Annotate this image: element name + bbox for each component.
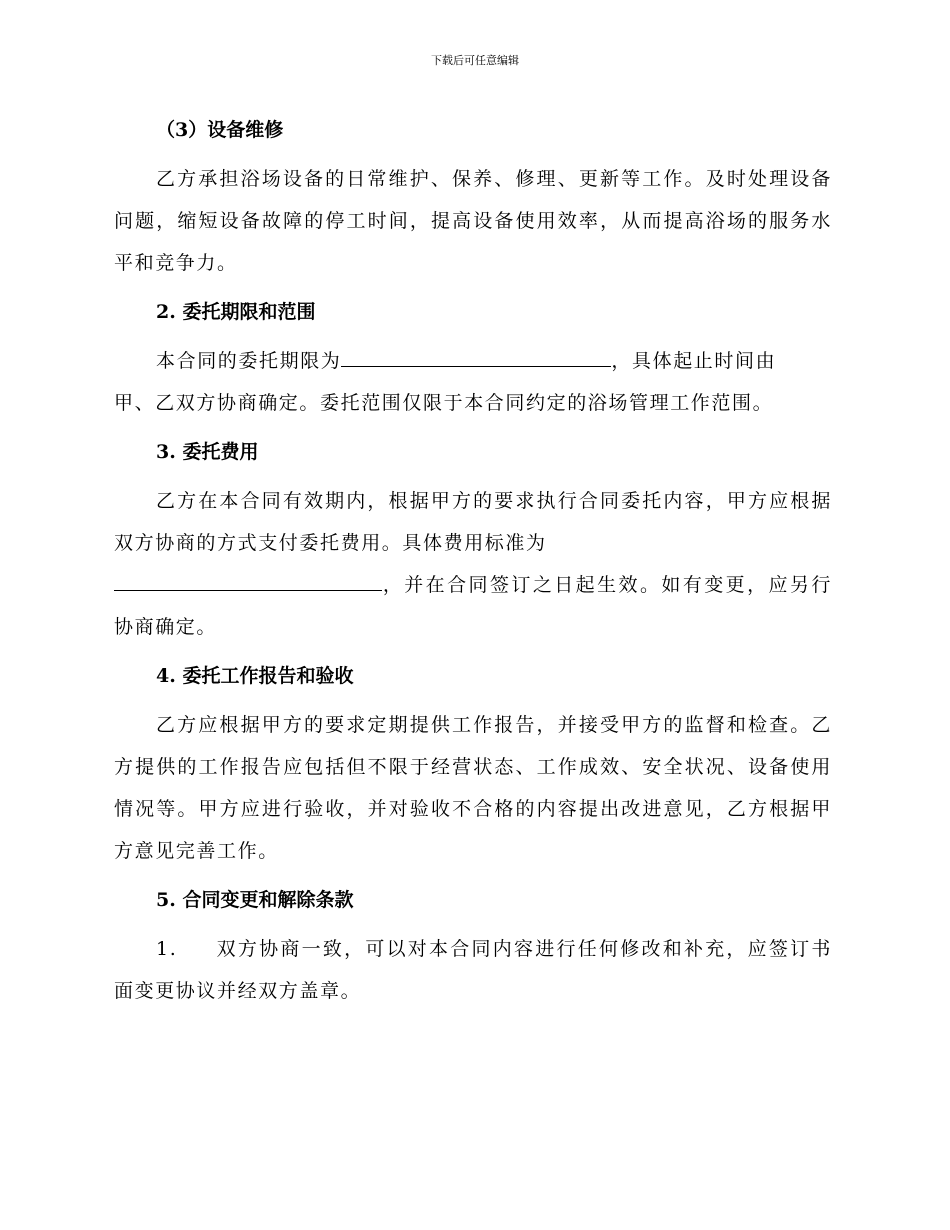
paragraph-term-line: [114, 340, 832, 382]
term-blank-field[interactable]: [341, 344, 611, 367]
list-item-number: 1.: [156, 938, 178, 960]
list-item-change-termination: [114, 928, 832, 1012]
page-header-note: 下载后可任意编辑: [431, 54, 519, 67]
fees-text-after: ，并在合同签订之日起生效。如有变更，应另行协商确定。: [114, 574, 832, 638]
paragraph-fees: [114, 480, 832, 648]
section-heading-fees: 3. 委托费用: [156, 441, 259, 463]
section-heading-change-termination: 5. 合同变更和解除条款: [156, 889, 354, 911]
list-item-text: 双方协商一致，可以对本合同内容进行任何修改和补充，应签订书面变更协议并经双方盖章。: [114, 938, 832, 1002]
fees-blank-field[interactable]: [114, 568, 382, 591]
paragraph-equipment-repair: 乙方承担浴场设备的日常维护、保养、修理、更新等工作。及时处理设备问题，缩短设备故障的停工时间，提高设备使用效率，从而提高浴场的服务水平和竞争力。: [114, 168, 832, 274]
term-text-before: 本合同的委托期限为: [156, 350, 342, 372]
section-heading-equipment-repair: （3）设备维修: [156, 119, 284, 141]
document-body: [114, 108, 832, 1012]
paragraph-report-acceptance: 乙方应根据甲方的要求定期提供工作报告，并接受甲方的监督和检查。乙方提供的工作报告应包括但不限于经营状态、工作成效、安全状况、设备使用情况等。甲方应进行验收，并对验收不合格的内容提出改进意见，乙方根据甲方意见完善工作。: [114, 714, 832, 862]
section-heading-report-acceptance: 4. 委托工作报告和验收: [156, 665, 354, 687]
section-heading-term-scope: 2. 委托期限和范围: [156, 301, 316, 323]
fees-text: 乙方在本合同有效期内，根据甲方的要求执行合同委托内容，甲方应根据双方协商的方式支付委托费用。具体费用标准为: [114, 490, 832, 554]
term-text-after: ，具体起止时间由: [611, 350, 777, 372]
paragraph-term-scope: 甲、乙双方协商确定。委托范围仅限于本合同约定的浴场管理工作范围。: [114, 392, 774, 414]
